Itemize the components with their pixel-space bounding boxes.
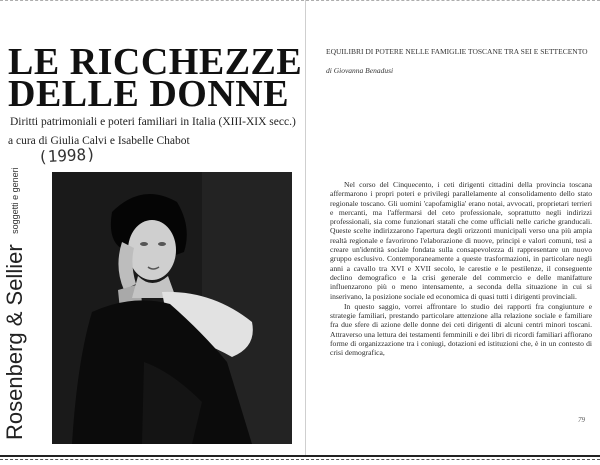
page-number: 79 xyxy=(578,416,585,424)
essay-body xyxy=(330,180,592,358)
bottom-scan-edge xyxy=(0,455,600,457)
portrait-woman-illustration xyxy=(52,172,292,444)
page-gutter xyxy=(305,0,306,455)
publisher-spine xyxy=(2,150,26,440)
book-title-line-1: LE RICCHEZZE xyxy=(8,41,303,83)
book-title-line-2: DELLE DONNE xyxy=(8,73,290,115)
essay-paragraph: In questo saggio, vorrei affrontare lo studio dei rapporti fra congiunture e strategie familiari, prestando particolare attenzione alla relazione sociale e familiare fra due sfere di azione delle donne dei ceti dirigenti di alcuni centri minori toscani. Attraverso una lettura dei testamenti femminili e dei libri di ricordi familiari affiorano forme di organizzazione tra i coniugi, dotazioni ed istituzioni che, è in un contesto di crisi demografica, xyxy=(330,301,592,358)
essay-title: EQUILIBRI DI POTERE NELLE FAMIGLIE TOSCANE TRA SEI E SETTECENTO xyxy=(326,47,588,56)
publisher-name: Rosenberg & Sellier xyxy=(2,244,27,440)
handwritten-year-note: (1998) xyxy=(37,144,97,167)
cover-photograph xyxy=(52,172,292,444)
top-scan-noise xyxy=(0,0,600,7)
book-subtitle: Diritti patrimoniali e poteri familiari in Italia (XIII-XIX secc.) xyxy=(10,116,296,128)
bottom-scan-noise xyxy=(0,459,600,460)
essay-paragraph: Nel corso del Cinquecento, i ceti dirigenti cittadini della provincia toscana affermarono i propri poteri e privilegi parallelamente al consolidamento dello stato regionale toscano. Gli uomini 'capofamiglia' erano notai, avvocati, proprietari terrieri e mercanti, ma l'affermarsi del ceto professionale, soprattutto negli indirizzi professionali, sia come funzionari statali che come ufficiali nelle cariche granducali. Queste scelte indirizzarono l'apertura degli orizzonti municipali verso una più ampia realtà regionale e favorirono l'elaborazione di nuove, principi e valori comuni, tesi a creare un'identità sociale fondata sulla consapevolezza di rappresentare un nuovo gruppo esclusivo. Contemporaneamente a queste trasformazioni, in particolare negli anni a cavallo tra XVI e XVII secolo, le carestie e le pestilenze, il conseguente declino demografico e la crisi generale del commercio e delle manifatture influenzarono più o meno intensamente, a seconda della situazione in cui si inserivano, la posizione sociale ed economica di quasi tutti i dirigenti provinciali. xyxy=(330,180,592,301)
book-title xyxy=(8,41,303,115)
essay-author: di Giovanna Benadusi xyxy=(326,66,394,75)
series-name: soggetti e generi xyxy=(10,167,20,234)
book-editors: a cura di Giulia Calvi e Isabelle Chabot xyxy=(8,135,190,147)
